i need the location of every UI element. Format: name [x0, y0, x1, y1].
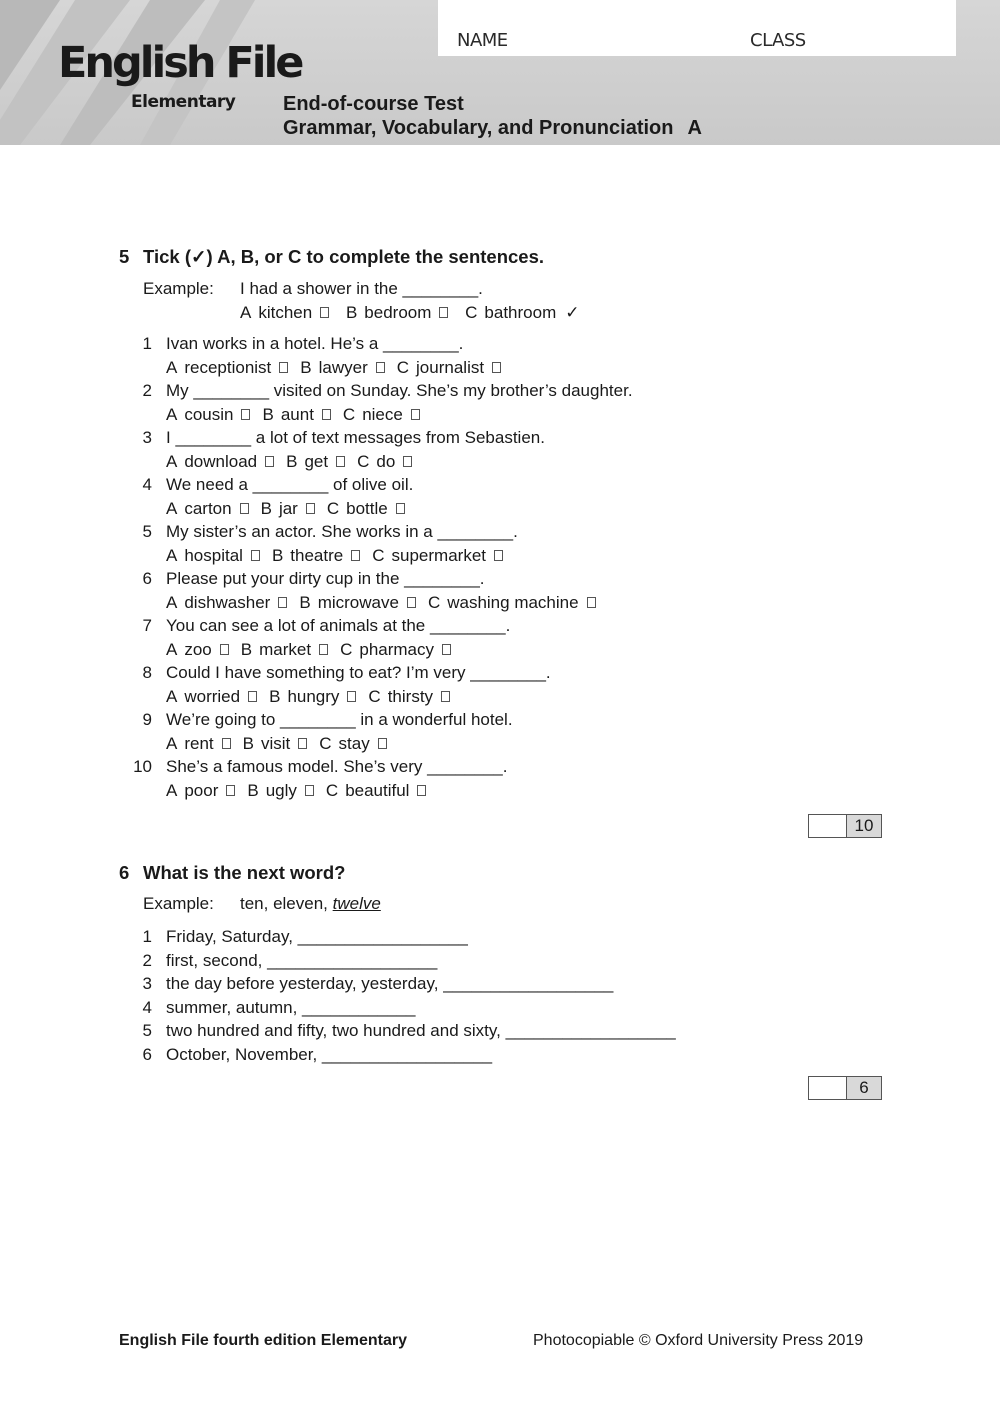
example-option-b — [346, 303, 448, 323]
question-text[interactable]: first, second, __________________ — [166, 950, 438, 970]
option-letter: A — [166, 405, 178, 424]
question-text[interactable]: Friday, Saturday, __________________ — [166, 927, 468, 946]
checkbox[interactable] — [351, 550, 360, 561]
question-text[interactable]: the day before yesterday, yesterday, __________________ — [166, 974, 614, 993]
question-number: 1 — [142, 927, 152, 946]
checkbox[interactable] — [279, 362, 288, 373]
option-word: aunt — [280, 405, 314, 424]
option-word: niece — [362, 405, 403, 424]
option-word: thirsty — [387, 687, 434, 706]
question-options — [166, 640, 463, 660]
section-6-instruction: What is the next word? — [143, 862, 346, 883]
option-word: dishwasher — [184, 593, 271, 612]
question-number: 6 — [142, 1044, 152, 1064]
option-a — [166, 640, 229, 660]
question-number: 5 — [142, 1021, 152, 1040]
option-word: worried — [184, 687, 241, 706]
option-a — [166, 405, 250, 425]
question-number: 3 — [142, 428, 152, 447]
option-word: lawyer — [318, 358, 368, 377]
question-number: 4 — [142, 997, 152, 1017]
checkbox[interactable] — [417, 785, 426, 796]
option-word: receptionist — [184, 358, 272, 377]
option-c — [343, 405, 420, 425]
option-letter: B — [300, 358, 312, 377]
option-letter: A — [240, 303, 252, 322]
option-word: market — [259, 640, 312, 659]
option-c — [372, 546, 503, 566]
option-letter: C — [325, 781, 339, 800]
checkbox[interactable] — [347, 691, 356, 702]
checkbox[interactable] — [396, 503, 405, 514]
test-version: A — [687, 117, 702, 139]
option-letter: B — [240, 640, 253, 659]
option-b — [300, 358, 384, 378]
checkbox[interactable] — [305, 785, 314, 796]
option-word: carton — [184, 499, 232, 518]
example-prefix: ten, eleven, — [240, 894, 328, 913]
score-max: 6 — [847, 1077, 881, 1099]
score-input[interactable] — [809, 815, 847, 837]
test-title: End-of-course Test — [283, 93, 464, 115]
option-a — [166, 593, 287, 613]
checkbox[interactable] — [241, 409, 250, 420]
option-c — [397, 358, 501, 378]
question-number: 2 — [142, 381, 152, 400]
question-text: My sister’s an actor. She works in a ________. — [166, 522, 518, 541]
option-c — [357, 452, 412, 472]
test-subtitle — [283, 117, 702, 140]
name-label: NAME — [457, 30, 508, 51]
question-number: 6 — [142, 569, 152, 588]
question-number: 2 — [142, 950, 152, 970]
checkbox[interactable] — [248, 691, 257, 702]
option-c — [326, 781, 427, 801]
checkbox[interactable] — [322, 409, 331, 420]
option-letter: C — [368, 687, 381, 706]
question-text: Could I have something to eat? I’m very ________. — [166, 663, 551, 682]
option-word: pharmacy — [359, 640, 434, 659]
option-c — [428, 593, 596, 613]
tick-mark-icon: ✓ — [565, 303, 580, 322]
example-label: Example: — [143, 279, 214, 298]
checkbox[interactable] — [336, 456, 345, 467]
checkbox[interactable] — [441, 691, 450, 702]
option-letter: B — [242, 734, 254, 753]
question-number: 10 — [133, 757, 152, 776]
checkbox[interactable] — [376, 362, 385, 373]
checkbox[interactable] — [240, 503, 249, 514]
option-word: poor — [184, 781, 219, 800]
question-options — [166, 358, 513, 378]
option-a — [166, 781, 235, 801]
option-b — [299, 593, 416, 613]
question-text: You can see a lot of animals at the ________. — [166, 616, 511, 635]
question-text: I ________ a lot of text messages from Sebastien. — [166, 428, 545, 447]
test-subtitle-text: Grammar, Vocabulary, and Pronunciation — [283, 117, 674, 139]
question-options — [166, 781, 438, 801]
question-options — [166, 593, 608, 613]
option-word: rent — [184, 734, 214, 753]
checkbox[interactable] — [220, 644, 229, 655]
option-c — [327, 499, 405, 519]
question-options — [166, 546, 515, 566]
question-options — [166, 405, 432, 425]
option-letter: C — [396, 358, 410, 377]
option-letter: B — [299, 593, 311, 612]
option-letter: C — [372, 546, 385, 565]
example-answer: twelve — [332, 894, 381, 913]
section-5-score-box — [808, 814, 882, 838]
option-b — [269, 687, 356, 707]
example-sentence: I had a shower in the ________. — [240, 279, 483, 298]
section-6-example — [143, 894, 381, 914]
question-options — [166, 734, 399, 754]
option-word: visit — [260, 734, 291, 753]
option-letter: A — [166, 687, 178, 706]
footer-left: English File fourth edition Elementary — [119, 1332, 408, 1349]
option-letter: A — [166, 593, 178, 612]
option-letter: B — [247, 781, 259, 800]
example-label: Example: — [143, 894, 214, 913]
option-a — [166, 499, 249, 519]
option-b — [262, 405, 330, 425]
question-text[interactable]: October, November, __________________ — [166, 1044, 493, 1064]
question-text: She’s a famous model. She’s very ________. — [166, 757, 508, 776]
checkbox[interactable] — [278, 597, 287, 608]
option-letter: A — [166, 734, 178, 753]
option-word: supermarket — [391, 546, 486, 565]
checkbox[interactable] — [407, 597, 416, 608]
option-letter: A — [166, 452, 178, 471]
option-word: download — [184, 452, 258, 471]
checkbox[interactable] — [378, 738, 387, 749]
section-6-score-box — [808, 1076, 882, 1100]
checkbox[interactable] — [306, 503, 315, 514]
option-letter: A — [166, 358, 178, 377]
question-number: 3 — [142, 974, 152, 993]
question-options — [166, 499, 417, 519]
checkbox[interactable] — [251, 550, 260, 561]
option-word: journalist — [416, 358, 485, 377]
question-text: Ivan works in a hotel. He’s a ________. — [166, 334, 464, 353]
example-option-a — [240, 303, 329, 323]
option-word: hospital — [184, 546, 243, 565]
option-word: get — [304, 452, 329, 471]
option-letter: A — [166, 781, 178, 800]
option-word: bathroom — [484, 303, 557, 322]
question-text[interactable]: two hundred and fifty, two hundred and sixty, __________________ — [166, 1021, 676, 1040]
option-letter: B — [269, 687, 281, 706]
option-a — [166, 452, 274, 472]
option-c — [368, 687, 450, 707]
question-number: 1 — [142, 334, 152, 353]
option-letter: C — [427, 593, 441, 612]
checkbox[interactable] — [411, 409, 420, 420]
option-a — [166, 687, 257, 707]
checkbox[interactable] — [587, 597, 596, 608]
option-c — [340, 640, 451, 660]
example-options — [240, 303, 592, 323]
checkbox[interactable] — [298, 738, 307, 749]
checkbox[interactable] — [319, 644, 328, 655]
score-max: 10 — [847, 815, 881, 837]
option-word: theatre — [290, 546, 344, 565]
option-letter: C — [340, 640, 353, 659]
score-input[interactable] — [809, 1077, 847, 1099]
option-letter: C — [326, 499, 340, 518]
class-label: CLASS — [750, 30, 806, 51]
question-number: 8 — [142, 663, 152, 682]
option-word: microwave — [317, 593, 399, 612]
option-letter: A — [166, 499, 178, 518]
checkbox[interactable] — [442, 644, 451, 655]
question-number: 7 — [142, 616, 152, 635]
option-word: hungry — [287, 687, 340, 706]
option-b — [247, 781, 314, 801]
question-number: 4 — [142, 475, 152, 494]
option-b — [272, 546, 360, 566]
option-word: beautiful — [345, 781, 410, 800]
option-letter: C — [342, 405, 356, 424]
question-text: My ________ visited on Sunday. She’s my brother’s daughter. — [166, 381, 633, 400]
option-word: cousin — [184, 405, 234, 424]
option-a — [166, 546, 260, 566]
option-letter: A — [166, 640, 178, 659]
logo-title: English File — [58, 38, 302, 88]
option-word: bedroom — [364, 303, 432, 322]
option-b — [261, 499, 315, 519]
option-word: zoo — [184, 640, 212, 659]
option-word: stay — [338, 734, 370, 753]
question-number: 5 — [142, 522, 152, 541]
name-class-box — [438, 0, 956, 56]
option-letter: B — [345, 303, 358, 322]
option-b — [243, 734, 308, 754]
section-6-number: 6 — [119, 862, 130, 883]
option-letter: B — [271, 546, 284, 565]
checkbox[interactable] — [265, 456, 274, 467]
option-letter: B — [262, 405, 274, 424]
checkbox[interactable] — [492, 362, 501, 373]
option-a — [166, 358, 288, 378]
footer-right: Photocopiable © Oxford University Press 2019 — [533, 1332, 864, 1349]
checkbox[interactable] — [494, 550, 503, 561]
option-letter: A — [166, 546, 178, 565]
option-letter: B — [260, 499, 272, 518]
question-text[interactable]: summer, autumn, ____________ — [166, 997, 416, 1017]
checkbox[interactable] — [403, 456, 412, 467]
question-text: We’re going to ________ in a wonderful hotel. — [166, 710, 513, 729]
option-b — [286, 452, 345, 472]
question-options — [166, 687, 462, 707]
section-5-heading — [119, 246, 544, 268]
section-6-heading — [119, 862, 345, 884]
option-word: do — [376, 452, 396, 471]
question-text: Please put your dirty cup in the ________. — [166, 569, 485, 588]
question-options — [166, 452, 424, 472]
checkbox[interactable] — [439, 307, 448, 318]
option-word: jar — [278, 499, 298, 518]
checkbox[interactable] — [222, 738, 231, 749]
option-word: washing machine — [447, 593, 579, 612]
checkbox[interactable] — [226, 785, 235, 796]
option-letter: C — [319, 734, 332, 753]
option-word: ugly — [265, 781, 297, 800]
option-letter: B — [286, 452, 298, 471]
section-5-number: 5 — [119, 246, 130, 267]
question-text: We need a ________ of olive oil. — [166, 475, 414, 494]
option-b — [241, 640, 328, 660]
option-word: bottle — [346, 499, 388, 518]
option-letter: C — [465, 303, 478, 322]
question-number: 9 — [142, 710, 152, 729]
option-c — [319, 734, 386, 754]
option-a — [166, 734, 231, 754]
logo-subtitle: Elementary — [131, 92, 236, 112]
section-5-example — [143, 279, 483, 299]
option-word: kitchen — [258, 303, 313, 322]
checkbox[interactable] — [320, 307, 329, 318]
section-5-instruction: Tick (✓) A, B, or C to complete the sentences. — [143, 246, 545, 267]
example-option-c — [465, 303, 579, 323]
option-letter: C — [357, 452, 370, 471]
